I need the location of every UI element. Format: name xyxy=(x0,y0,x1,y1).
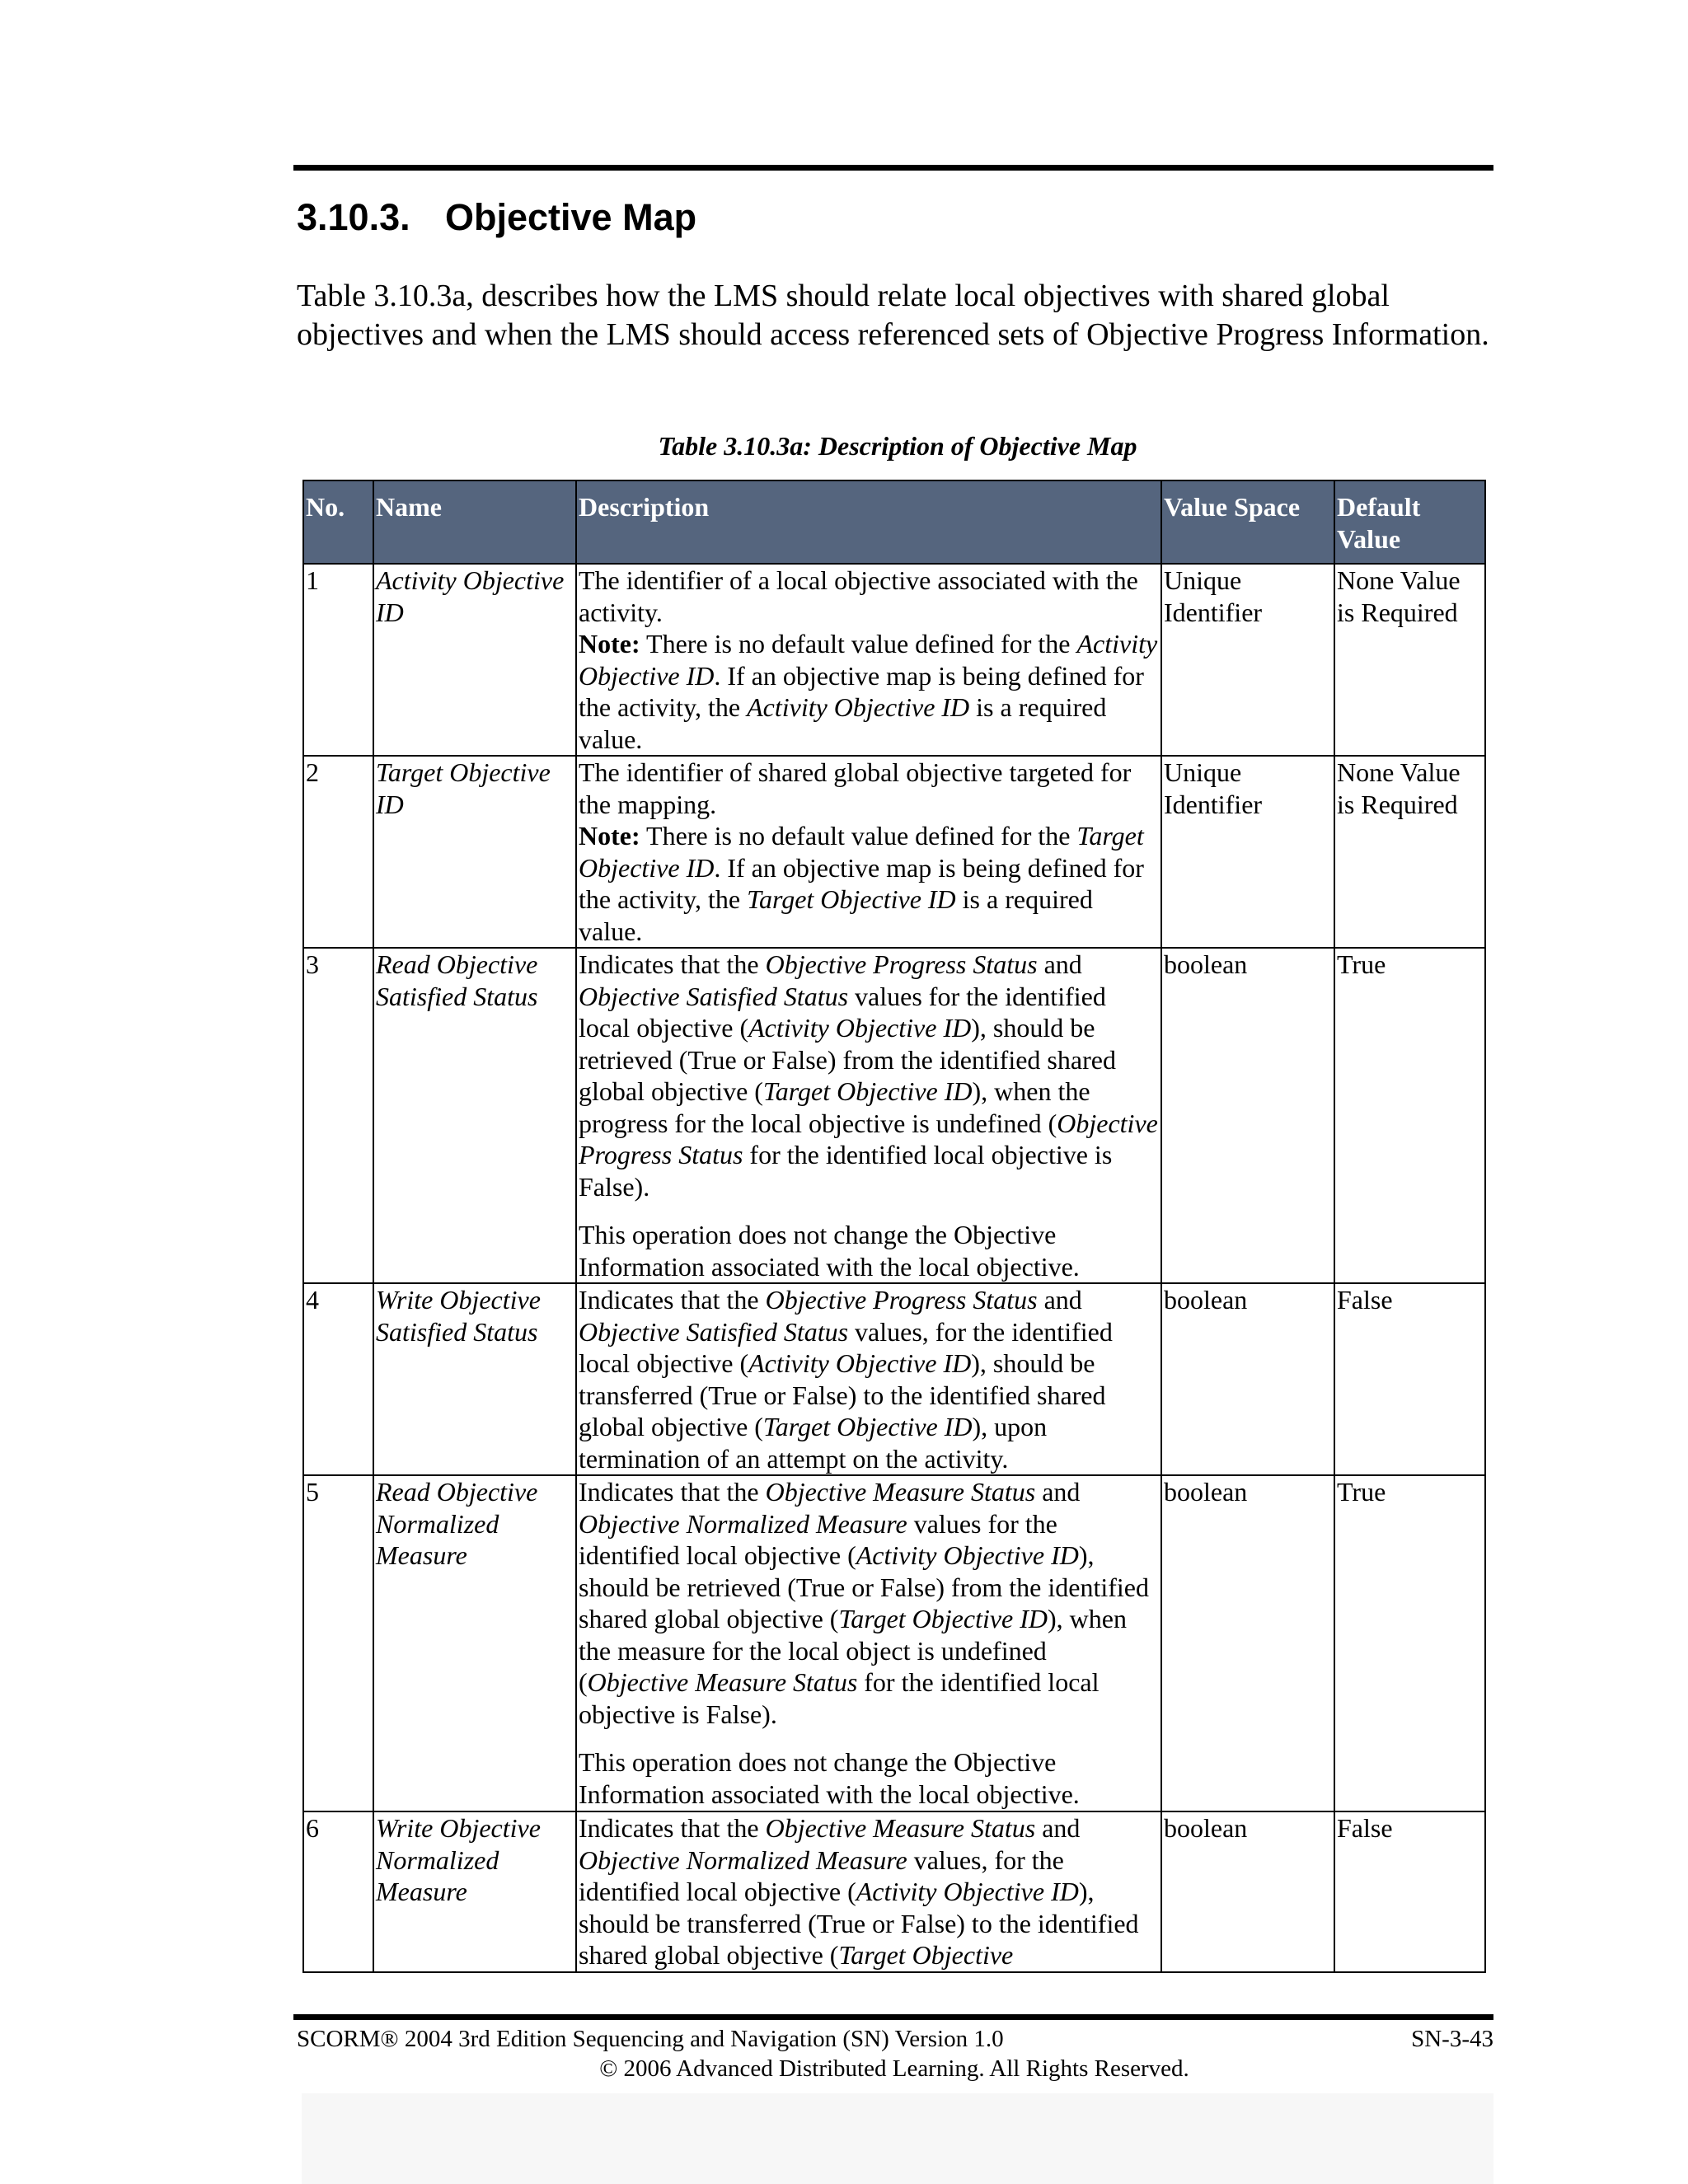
row-number: 6 xyxy=(303,1811,373,1972)
row-name: Read Objective Satisfied Status xyxy=(373,948,576,1283)
table-row xyxy=(303,1283,1485,1475)
row-value-space: boolean xyxy=(1161,1811,1334,1972)
table-row xyxy=(303,1475,1485,1811)
intro-paragraph: Table 3.10.3a, describes how the LMS should relate local objectives with shared global objectives and when the LMS should access referenced sets of Objective Progress Information. xyxy=(297,279,1489,352)
row-description: Indicates that the Objective Progress Status and Objective Satisfied Status values for the identified local objective (Activity Objective ID), should be retrieved (True or False) from the identified shared global objective (Target Objective ID), when the progress for the local objective is undefined (Objective Progress Status for the identified local objective is False). This operation does not change the Objective Information associated with the local objective. xyxy=(576,948,1161,1283)
row-value-space: boolean xyxy=(1161,948,1334,1283)
row-value-space: boolean xyxy=(1161,1475,1334,1811)
row-default-value: False xyxy=(1334,1811,1485,1972)
col-header-no: No. xyxy=(303,480,373,564)
table-row xyxy=(303,948,1485,1283)
row-default-value: False xyxy=(1334,1283,1485,1475)
row-number: 5 xyxy=(303,1475,373,1811)
row-name: Write Objective Satisfied Status xyxy=(373,1283,576,1475)
section-heading xyxy=(297,196,696,239)
row-description: The identifier of shared global objective targeted for the mapping. Note: There is no default value defined for the Target Objective ID. If an objective map is being defined for the activity, the Target Objective ID is a required value. xyxy=(576,756,1161,948)
row-default-value: None Value is Required xyxy=(1334,564,1485,756)
col-header-description: Description xyxy=(576,480,1161,564)
footer-copyright: © 2006 Advanced Distributed Learning. All Rights Reserved. xyxy=(599,2055,1189,2082)
col-header-name: Name xyxy=(373,480,576,564)
table-row xyxy=(303,756,1485,948)
footer-document-title: SCORM® 2004 3rd Edition Sequencing and Navigation (SN) Version 1.0 xyxy=(297,2026,1004,2052)
page-bottom-band xyxy=(302,2093,1493,2184)
row-description: Indicates that the Objective Progress Status and Objective Satisfied Status values, for the identified local objective (Activity Objective ID), should be transferred (True or False) to the identified shared global objective (Target Objective ID), upon termination of an attempt on the activity. xyxy=(576,1283,1161,1475)
row-number: 1 xyxy=(303,564,373,756)
row-value-space: boolean xyxy=(1161,1283,1334,1475)
row-number: 4 xyxy=(303,1283,373,1475)
row-value-space: Unique Identifier xyxy=(1161,564,1334,756)
row-description: Indicates that the Objective Measure Status and Objective Normalized Measure values, for the identified local objective (Activity Objective ID), should be transferred (True or False) to the identified shared global objective (Target Objective xyxy=(576,1811,1161,1972)
footer-page-number: SN-3-43 xyxy=(1411,2026,1493,2052)
table-row xyxy=(303,564,1485,756)
row-default-value: True xyxy=(1334,1475,1485,1811)
row-default-value: None Value is Required xyxy=(1334,756,1485,948)
section-title: Objective Map xyxy=(445,196,697,238)
section-number: 3.10.3. xyxy=(297,196,410,238)
row-description: The identifier of a local objective associated with the activity. Note: There is no default value defined for the Activity Objective ID. If an objective map is being defined for the activity, the Activity Objective ID is a required value. xyxy=(576,564,1161,756)
col-header-value-space: Value Space xyxy=(1161,480,1334,564)
objective-map-table xyxy=(302,480,1486,1973)
header-rule xyxy=(293,165,1493,171)
row-number: 2 xyxy=(303,756,373,948)
row-name: Read Objective Normalized Measure xyxy=(373,1475,576,1811)
table-header-row xyxy=(303,480,1485,564)
row-name: Target Objective ID xyxy=(373,756,576,948)
row-name: Write Objective Normalized Measure xyxy=(373,1811,576,1972)
table-row xyxy=(303,1811,1485,1972)
table-caption: Table 3.10.3a: Description of Objective Map xyxy=(658,431,1137,461)
row-default-value: True xyxy=(1334,948,1485,1283)
row-name: Activity Objective ID xyxy=(373,564,576,756)
row-description: Indicates that the Objective Measure Status and Objective Normalized Measure values for the identified local objective (Activity Objective ID), should be retrieved (True or False) from the identified shared global objective (Target Objective ID), when the measure for the local object is undefined (Objective Measure Status for the identified local objective is False). This operation does not change the Objective Information associated with the local objective. xyxy=(576,1475,1161,1811)
footer-rule xyxy=(293,2014,1493,2020)
row-number: 3 xyxy=(303,948,373,1283)
col-header-default-value: Default Value xyxy=(1334,480,1485,564)
row-value-space: Unique Identifier xyxy=(1161,756,1334,948)
